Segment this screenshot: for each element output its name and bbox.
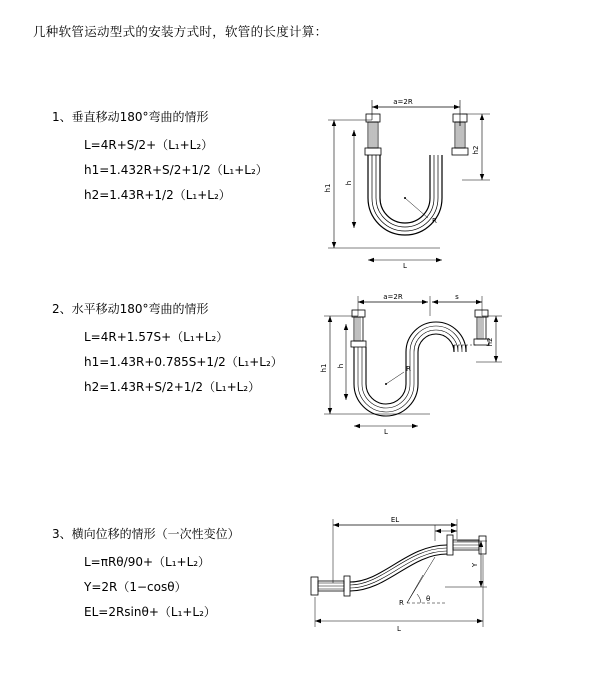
formula: L=4R+S/2+（L₁+L₂）: [84, 138, 214, 152]
formula: h1=1.43R+0.785S+1/2（L₁+L₂）: [84, 355, 283, 369]
formula: h2=1.43R+S/2+1/2（L₁+L₂）: [84, 380, 261, 394]
section-1-title: 1、垂直移动180°弯曲的情形: [52, 110, 209, 124]
figure-label-inner: h: [337, 363, 345, 369]
figure-label-top-dim: a=2R: [393, 98, 413, 106]
figure-label-L: L: [397, 625, 401, 633]
formula: L=πRθ/90+（L₁+L₂）: [84, 555, 211, 569]
figure-label-h1: h1: [324, 183, 332, 193]
section-2-formulas: [84, 325, 283, 400]
figure-label-L: L: [403, 262, 407, 268]
section-1-figure: [310, 68, 500, 268]
figure-label-EL: EL: [390, 516, 400, 524]
section-3-formulas: [84, 550, 216, 625]
figure-label-top-dim-left: a=2R: [383, 293, 403, 301]
figure-label-h2: h2: [486, 337, 494, 347]
formula: h2=1.43R+1/2（L₁+L₂）: [84, 188, 231, 202]
section-3-title: 3、横向位移的情形（一次性变位）: [52, 527, 240, 541]
figure-label-h1: h1: [320, 363, 328, 373]
figure-label-radius: R: [432, 217, 437, 225]
formula: Y=2R（1−cosθ）: [84, 580, 187, 594]
figure-label-radius: R: [399, 599, 404, 607]
section-1-formulas: [84, 133, 268, 208]
figure-label-h2: h2: [472, 145, 480, 155]
section-3-figure: [295, 505, 495, 635]
section-2-title: 2、水平移动180°弯曲的情形: [52, 302, 209, 316]
formula: h1=1.432R+S/2+1/2（L₁+L₂）: [84, 163, 268, 177]
figure-label-inner: h: [345, 180, 353, 186]
formula: L=4R+1.57S+（L₁+L₂）: [84, 330, 229, 344]
figure-label-L: L: [384, 428, 388, 436]
figure-label-radius: R: [406, 365, 411, 373]
section-2-figure: [310, 280, 505, 450]
figure-label-Y: Y: [471, 562, 479, 568]
page-title: 几种软管运动型式的安装方式时，软管的长度计算：: [33, 24, 328, 39]
figure-label-top-dim-right: s: [455, 293, 459, 301]
figure-label-angle: θ: [426, 595, 431, 603]
formula: EL=2Rsinθ+（L₁+L₂）: [84, 605, 216, 619]
